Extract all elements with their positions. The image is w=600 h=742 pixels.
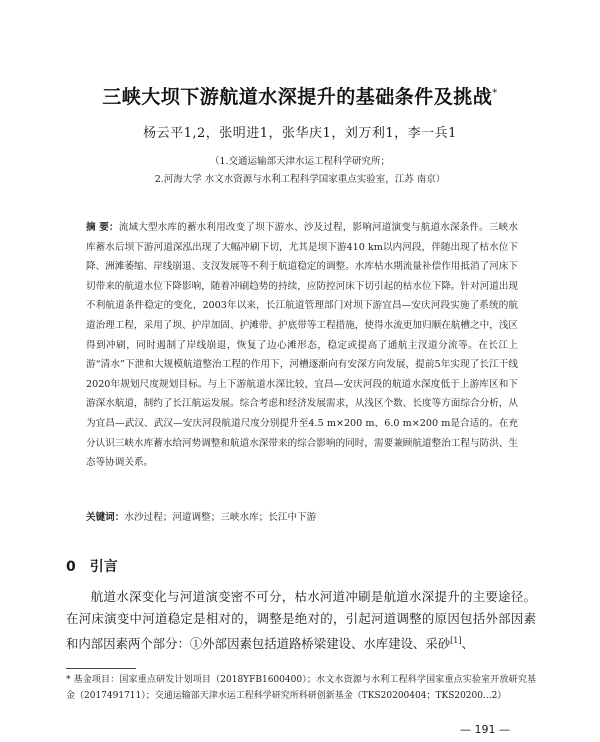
- affiliation-2: 2.河海大学 水文水资源与水利工程科学国家重点实验室，江苏 南京）: [154, 174, 446, 185]
- author-list: 杨云平1,2，张明进1，张华庆1，刘万利1，李一兵1: [143, 126, 457, 141]
- paper-title-text: 三峡大坝下游航道水深提升的基础条件及挑战: [102, 86, 493, 108]
- keywords: [86, 509, 518, 523]
- section-body: [66, 586, 536, 655]
- section-body-text: 航道水深变化与河道演变密不可分，枯水河道冲刷是航道水深提升的主要途径。在河床演变中河道稳定是相对的，调整是绝对的，引起河道调整的原因包括外部因素和内部因素两个部分：①外部因素包括道路桥梁建设、水库建设、采砂: [66, 589, 536, 652]
- keywords-text: 水沙过程；河道调整；三峡水库；长江中下游: [124, 512, 317, 523]
- affiliation-1: （1.交通运输部天津水运工程科学研究所；: [209, 156, 391, 167]
- page-number: — 191 —: [460, 723, 510, 736]
- section-heading: [66, 556, 118, 576]
- footnote-rule: [66, 668, 136, 669]
- funding-footnote: * 基金项目：国家重点研发计划项目（2018YFB1600400）；水文水资源与水利工程科学国家重点实验室开放研究基金（2017491711）；交通运输部天津水运工程科学研究所科研创新基金（TKS20200404；TKS20200...2）: [66, 675, 536, 701]
- section-title: 引言: [89, 559, 118, 575]
- abstract-text: 流域大型水库的蓄水利用改变了坝下游水、沙及过程，影响河道演变与航道水深条件。三峡水库蓄水后坝下游河道深泓出现了大幅冲刷下切，尤其是坝下游410 km以内河段，伴随出现了枯水位下降、洲滩萎缩、岸线崩退、支汊发展等不利于航道稳定的调整。水库枯水期流量补偿作用抵消了河床下切带来的航道水位下降影响，随着冲刷趋势的持续，应防控河床下切引起的枯水位下降。针对河道出现不利航道条件稳定的变化，2003年以来，长江航道管理部门对坝下游宜昌—安庆河段实施了系统的航道治理工程，采用了坝、护岸加固、护滩带、护底带等工程措施，使得水流更加归顺在航槽之中，浅区得到冲刷，同时遏制了岸线崩退，恢复了边心滩形态，稳定或提高了通航主汊道分流等。在长江上游“清水”下泄和大规模航道整治工程的作用下，河槽逐渐向有安深方向发展，提前5年实现了长江干线2020年规划尺度规划目标。与上下游航道水深比较，宜昌—安庆河段的航道水深度低于上游库区和下游深水航道，制约了长江航运发展。综合考虑和经济发展需求，从浅区个数、长度等方面综合分析，从为宜昌—武汉、武汉—安庆河段航道尺度分别提升至4.5 m×200 m、6.0 m×200 m是合适的。在充分认识三峡水库蓄水给河势调整和航道水深带来的综合影响的同时，需要兼顾航道整治工程与防洪、生态等协调关系。: [86, 222, 518, 469]
- title-footnote-marker: *: [492, 87, 498, 99]
- section-body-tail: 、: [461, 636, 474, 652]
- keywords-label: 关键词：: [86, 512, 125, 523]
- section-number: 0: [66, 559, 76, 575]
- abstract: [86, 218, 518, 473]
- abstract-label: 摘 要：: [86, 222, 119, 233]
- paper-title: [40, 82, 560, 109]
- citation-ref: [1]: [450, 636, 462, 645]
